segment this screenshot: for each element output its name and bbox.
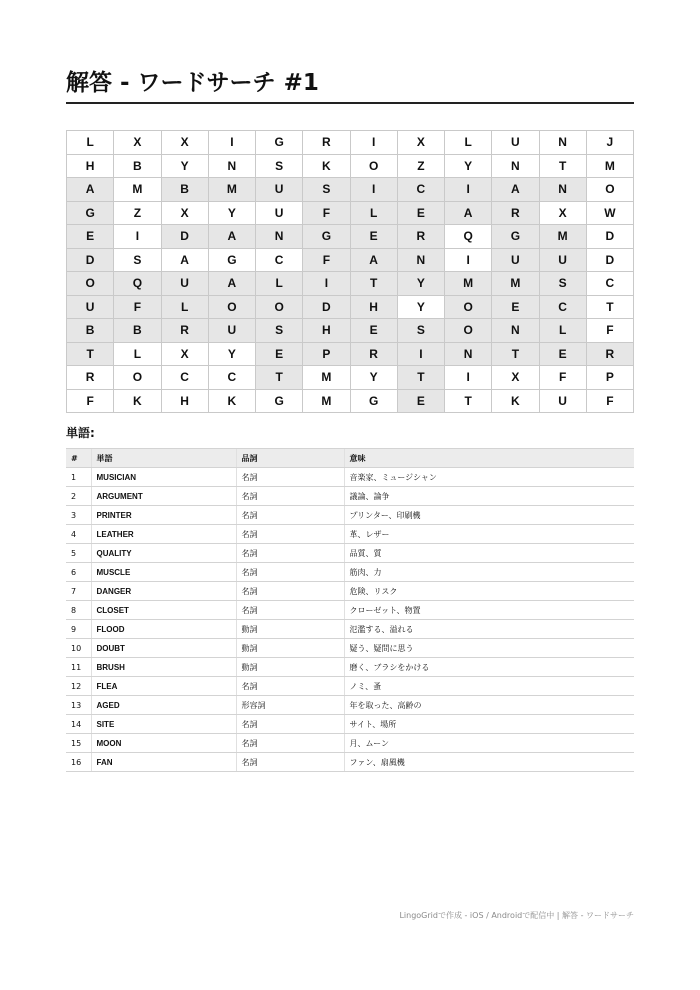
- grid-cell: L: [256, 272, 303, 296]
- header-word: 単語: [91, 449, 236, 468]
- table-row: [66, 696, 634, 715]
- word-text: MUSCLE: [91, 563, 236, 582]
- grid-cell: N: [539, 178, 586, 202]
- word-part-of-speech: 名詞: [236, 677, 344, 696]
- table-row: [66, 715, 634, 734]
- word-meaning: 音楽家、ミュージシャン: [344, 468, 634, 487]
- grid-cell: X: [492, 366, 539, 390]
- grid-cell: A: [350, 248, 397, 272]
- word-number: 4: [66, 525, 91, 544]
- grid-cell: I: [445, 366, 492, 390]
- grid-cell: G: [492, 225, 539, 249]
- grid-cell: G: [256, 131, 303, 155]
- grid-cell: F: [539, 366, 586, 390]
- grid-cell: N: [492, 154, 539, 178]
- grid-cell: S: [256, 154, 303, 178]
- grid-row: [67, 178, 634, 202]
- header-part-of-speech: 品詞: [236, 449, 344, 468]
- grid-cell: T: [256, 366, 303, 390]
- grid-cell: A: [161, 248, 208, 272]
- word-part-of-speech: 名詞: [236, 601, 344, 620]
- word-number: 8: [66, 601, 91, 620]
- grid-cell: U: [208, 319, 255, 343]
- word-number: 10: [66, 639, 91, 658]
- grid-cell: E: [256, 342, 303, 366]
- grid-cell: S: [256, 319, 303, 343]
- grid-cell: N: [445, 342, 492, 366]
- grid-cell: L: [350, 201, 397, 225]
- grid-cell: O: [350, 154, 397, 178]
- header-meaning: 意味: [344, 449, 634, 468]
- grid-cell: N: [256, 225, 303, 249]
- word-part-of-speech: 名詞: [236, 544, 344, 563]
- grid-cell: M: [303, 366, 350, 390]
- word-part-of-speech: 形容詞: [236, 696, 344, 715]
- grid-cell: D: [67, 248, 114, 272]
- grid-cell: S: [114, 248, 161, 272]
- table-row: [66, 734, 634, 753]
- grid-cell: G: [67, 201, 114, 225]
- grid-cell: D: [586, 225, 633, 249]
- grid-row: [67, 272, 634, 296]
- grid-cell: F: [303, 248, 350, 272]
- table-row: [66, 544, 634, 563]
- grid-cell: X: [539, 201, 586, 225]
- word-meaning: サイト、場所: [344, 715, 634, 734]
- grid-cell: I: [208, 131, 255, 155]
- grid-cell: M: [586, 154, 633, 178]
- grid-cell: E: [350, 319, 397, 343]
- grid-cell: G: [350, 389, 397, 413]
- table-row: [66, 487, 634, 506]
- word-text: MOON: [91, 734, 236, 753]
- grid-cell: B: [114, 319, 161, 343]
- grid-row: [67, 154, 634, 178]
- table-row: [66, 525, 634, 544]
- word-number: 13: [66, 696, 91, 715]
- grid-cell: U: [161, 272, 208, 296]
- grid-cell: E: [397, 389, 444, 413]
- grid-cell: X: [397, 131, 444, 155]
- grid-cell: N: [492, 319, 539, 343]
- word-meaning: クローゼット、物置: [344, 601, 634, 620]
- word-meaning: 月、ムーン: [344, 734, 634, 753]
- table-row: [66, 563, 634, 582]
- grid-cell: P: [586, 366, 633, 390]
- grid-row: [67, 201, 634, 225]
- word-number: 7: [66, 582, 91, 601]
- word-text: PRINTER: [91, 506, 236, 525]
- grid-cell: C: [539, 295, 586, 319]
- grid-cell: U: [256, 178, 303, 202]
- grid-cell: D: [161, 225, 208, 249]
- word-part-of-speech: 名詞: [236, 563, 344, 582]
- grid-row: [67, 225, 634, 249]
- table-row: [66, 639, 634, 658]
- grid-cell: M: [303, 389, 350, 413]
- grid-cell: B: [67, 319, 114, 343]
- grid-cell: T: [67, 342, 114, 366]
- grid-cell: L: [67, 131, 114, 155]
- word-part-of-speech: 名詞: [236, 506, 344, 525]
- grid-cell: Y: [397, 295, 444, 319]
- grid-cell: Q: [114, 272, 161, 296]
- grid-cell: A: [208, 225, 255, 249]
- grid-cell: F: [586, 389, 633, 413]
- word-list-header-row: [66, 449, 634, 468]
- grid-cell: Y: [208, 342, 255, 366]
- word-number: 16: [66, 753, 91, 772]
- word-meaning: 磨く、ブラシをかける: [344, 658, 634, 677]
- word-meaning: ノミ、蚤: [344, 677, 634, 696]
- word-part-of-speech: 名詞: [236, 468, 344, 487]
- grid-cell: L: [114, 342, 161, 366]
- grid-cell: E: [539, 342, 586, 366]
- grid-cell: O: [256, 295, 303, 319]
- word-part-of-speech: 動詞: [236, 658, 344, 677]
- grid-cell: H: [303, 319, 350, 343]
- grid-cell: J: [586, 131, 633, 155]
- word-part-of-speech: 名詞: [236, 525, 344, 544]
- grid-cell: I: [114, 225, 161, 249]
- table-row: [66, 582, 634, 601]
- grid-cell: X: [114, 131, 161, 155]
- word-text: CLOSET: [91, 601, 236, 620]
- word-number: 11: [66, 658, 91, 677]
- grid-cell: S: [397, 319, 444, 343]
- grid-cell: G: [303, 225, 350, 249]
- grid-cell: F: [114, 295, 161, 319]
- grid-cell: H: [67, 154, 114, 178]
- grid-row: [67, 319, 634, 343]
- grid-cell: U: [539, 248, 586, 272]
- grid-cell: S: [303, 178, 350, 202]
- words-heading: 単語:: [66, 426, 95, 440]
- word-part-of-speech: 名詞: [236, 715, 344, 734]
- table-row: [66, 677, 634, 696]
- word-text: FAN: [91, 753, 236, 772]
- grid-cell: Q: [445, 225, 492, 249]
- grid-cell: P: [303, 342, 350, 366]
- word-number: 15: [66, 734, 91, 753]
- grid-cell: K: [492, 389, 539, 413]
- grid-cell: X: [161, 201, 208, 225]
- word-number: 9: [66, 620, 91, 639]
- grid-cell: U: [492, 248, 539, 272]
- grid-cell: I: [350, 178, 397, 202]
- word-text: QUALITY: [91, 544, 236, 563]
- grid-cell: I: [350, 131, 397, 155]
- grid-cell: R: [397, 225, 444, 249]
- grid-cell: A: [492, 178, 539, 202]
- grid-cell: K: [114, 389, 161, 413]
- table-row: [66, 468, 634, 487]
- grid-row: [67, 295, 634, 319]
- word-meaning: 品質、質: [344, 544, 634, 563]
- grid-cell: L: [445, 131, 492, 155]
- word-number: 14: [66, 715, 91, 734]
- word-meaning: プリンター、印刷機: [344, 506, 634, 525]
- table-row: [66, 506, 634, 525]
- word-meaning: 氾濫する、溢れる: [344, 620, 634, 639]
- grid-cell: R: [303, 131, 350, 155]
- grid-cell: O: [208, 295, 255, 319]
- word-meaning: 革、レザー: [344, 525, 634, 544]
- grid-cell: E: [350, 225, 397, 249]
- grid-cell: D: [303, 295, 350, 319]
- grid-cell: E: [492, 295, 539, 319]
- grid-cell: I: [445, 178, 492, 202]
- grid-cell: T: [350, 272, 397, 296]
- grid-cell: N: [208, 154, 255, 178]
- grid-cell: C: [397, 178, 444, 202]
- grid-cell: L: [539, 319, 586, 343]
- grid-row: [67, 131, 634, 155]
- word-part-of-speech: 名詞: [236, 487, 344, 506]
- word-part-of-speech: 名詞: [236, 582, 344, 601]
- grid-cell: E: [67, 225, 114, 249]
- grid-cell: T: [586, 295, 633, 319]
- word-meaning: 筋肉、力: [344, 563, 634, 582]
- word-part-of-speech: 名詞: [236, 734, 344, 753]
- grid-cell: Y: [445, 154, 492, 178]
- word-part-of-speech: 名詞: [236, 753, 344, 772]
- grid-cell: A: [445, 201, 492, 225]
- grid-cell: Z: [114, 201, 161, 225]
- grid-cell: E: [397, 201, 444, 225]
- grid-cell: B: [161, 178, 208, 202]
- grid-cell: R: [492, 201, 539, 225]
- word-search-grid: [66, 130, 634, 413]
- grid-cell: R: [350, 342, 397, 366]
- grid-cell: M: [208, 178, 255, 202]
- word-number: 2: [66, 487, 91, 506]
- grid-cell: R: [67, 366, 114, 390]
- grid-cell: G: [256, 389, 303, 413]
- grid-cell: O: [114, 366, 161, 390]
- word-meaning: 年を取った、高齢の: [344, 696, 634, 715]
- word-text: DANGER: [91, 582, 236, 601]
- grid-cell: U: [539, 389, 586, 413]
- grid-cell: T: [397, 366, 444, 390]
- grid-cell: W: [586, 201, 633, 225]
- footer-text: LingoGridで作成 - iOS / Androidで配信中 | 解答 - ワードサーチ: [399, 911, 634, 920]
- grid-cell: N: [397, 248, 444, 272]
- grid-cell: L: [161, 295, 208, 319]
- grid-cell: C: [256, 248, 303, 272]
- header-number: #: [66, 449, 91, 468]
- grid-cell: M: [445, 272, 492, 296]
- grid-cell: I: [303, 272, 350, 296]
- grid-cell: U: [256, 201, 303, 225]
- grid-cell: M: [114, 178, 161, 202]
- word-meaning: 議論、論争: [344, 487, 634, 506]
- word-text: FLEA: [91, 677, 236, 696]
- grid-cell: C: [208, 366, 255, 390]
- grid-cell: K: [303, 154, 350, 178]
- word-text: LEATHER: [91, 525, 236, 544]
- word-text: SITE: [91, 715, 236, 734]
- grid-cell: I: [397, 342, 444, 366]
- grid-cell: T: [492, 342, 539, 366]
- grid-cell: K: [208, 389, 255, 413]
- grid-cell: T: [445, 389, 492, 413]
- grid-cell: I: [445, 248, 492, 272]
- table-row: [66, 753, 634, 772]
- grid-cell: F: [303, 201, 350, 225]
- grid-cell: Y: [208, 201, 255, 225]
- grid-cell: A: [67, 178, 114, 202]
- word-part-of-speech: 動詞: [236, 620, 344, 639]
- grid-cell: H: [350, 295, 397, 319]
- word-list-table: [66, 448, 634, 772]
- grid-cell: Y: [161, 154, 208, 178]
- grid-cell: F: [67, 389, 114, 413]
- word-number: 6: [66, 563, 91, 582]
- table-row: [66, 658, 634, 677]
- word-number: 1: [66, 468, 91, 487]
- grid-cell: R: [586, 342, 633, 366]
- grid-cell: S: [539, 272, 586, 296]
- grid-row: [67, 366, 634, 390]
- grid-cell: Y: [350, 366, 397, 390]
- grid-cell: D: [586, 248, 633, 272]
- grid-row: [67, 389, 634, 413]
- word-text: AGED: [91, 696, 236, 715]
- word-part-of-speech: 動詞: [236, 639, 344, 658]
- grid-cell: M: [492, 272, 539, 296]
- word-meaning: 危険、リスク: [344, 582, 634, 601]
- grid-cell: G: [208, 248, 255, 272]
- grid-cell: O: [445, 319, 492, 343]
- grid-cell: C: [161, 366, 208, 390]
- word-text: MUSICIAN: [91, 468, 236, 487]
- grid-cell: R: [161, 319, 208, 343]
- grid-cell: N: [539, 131, 586, 155]
- grid-cell: X: [161, 342, 208, 366]
- grid-cell: O: [445, 295, 492, 319]
- grid-row: [67, 342, 634, 366]
- grid-cell: A: [208, 272, 255, 296]
- grid-cell: M: [539, 225, 586, 249]
- word-number: 3: [66, 506, 91, 525]
- word-text: FLOOD: [91, 620, 236, 639]
- grid-cell: U: [492, 131, 539, 155]
- grid-cell: Z: [397, 154, 444, 178]
- word-text: BRUSH: [91, 658, 236, 677]
- word-number: 5: [66, 544, 91, 563]
- page-title: 解答 - ワードサーチ #1: [66, 66, 634, 104]
- grid-cell: T: [539, 154, 586, 178]
- word-text: DOUBT: [91, 639, 236, 658]
- table-row: [66, 601, 634, 620]
- grid-cell: H: [161, 389, 208, 413]
- grid-cell: C: [586, 272, 633, 296]
- grid-cell: Y: [397, 272, 444, 296]
- grid-cell: O: [67, 272, 114, 296]
- grid-cell: F: [586, 319, 633, 343]
- word-meaning: ファン、扇風機: [344, 753, 634, 772]
- grid-cell: O: [586, 178, 633, 202]
- table-row: [66, 620, 634, 639]
- word-number: 12: [66, 677, 91, 696]
- word-meaning: 疑う、疑問に思う: [344, 639, 634, 658]
- grid-row: [67, 248, 634, 272]
- grid-cell: X: [161, 131, 208, 155]
- grid-cell: B: [114, 154, 161, 178]
- grid-cell: U: [67, 295, 114, 319]
- word-text: ARGUMENT: [91, 487, 236, 506]
